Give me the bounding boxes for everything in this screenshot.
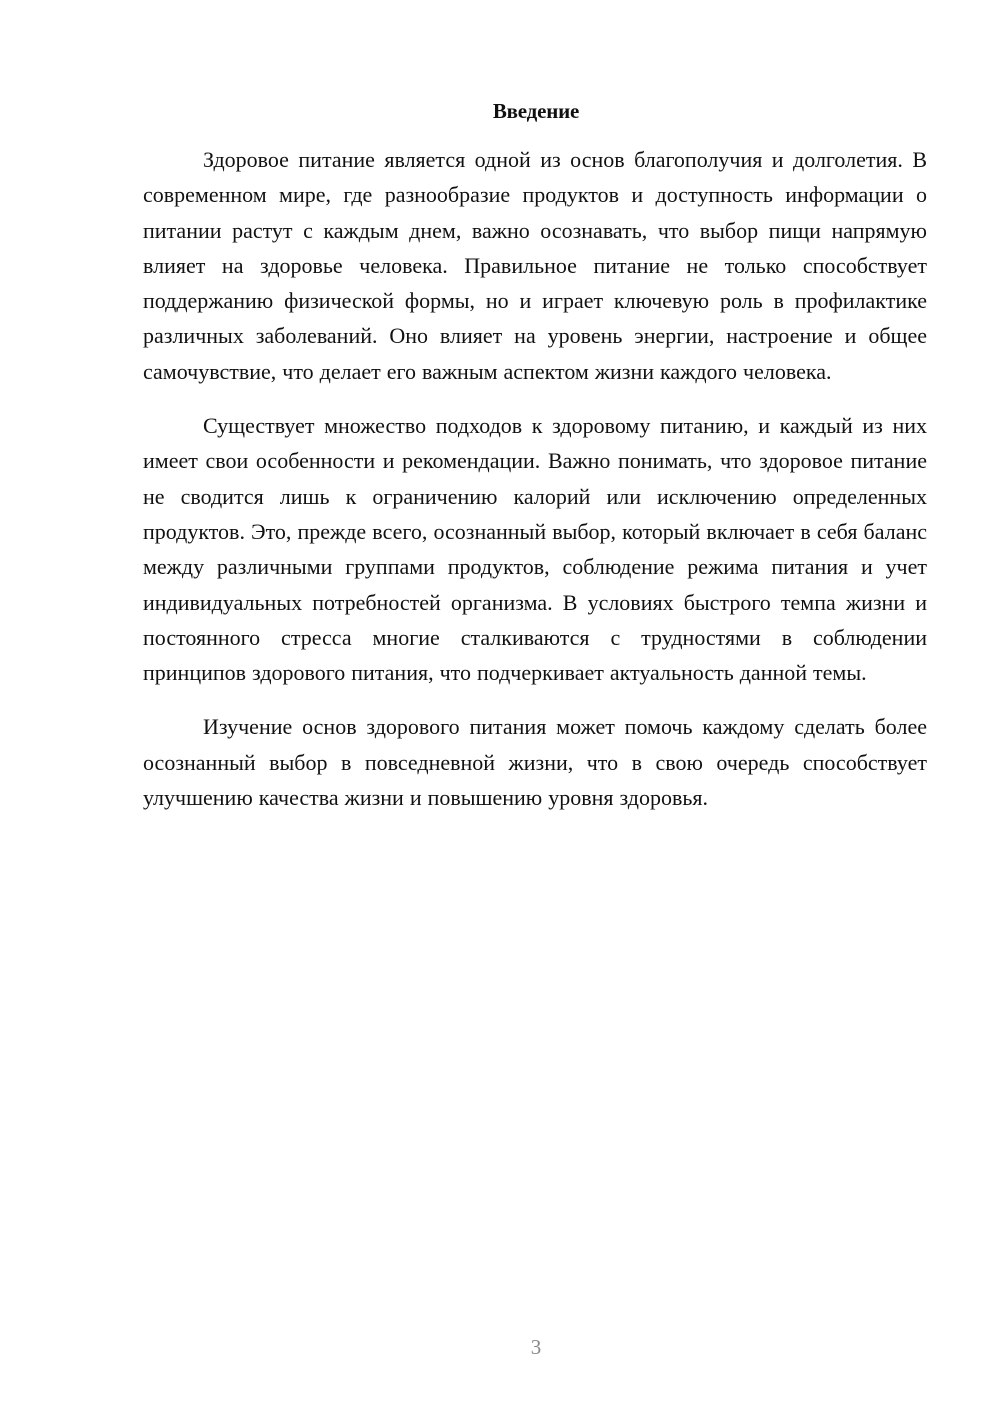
paragraph-3: Изучение основ здорового питания может помочь каждому сделать более осознанный выбор в повседневной жизни, что в свою очередь способствует улучшению качества жизни и повышению уровня здоровья. [143,714,927,811]
page-number: 3 [530,1335,542,1359]
paragraph-2: Существует множество подходов к здоровому питанию, и каждый из них имеет свои особенности и рекомендации. Важно понимать, что здоровое питание не сводится лишь к ограничению калорий или исключению определенных продуктов. Это, прежде всего, осознанный выбор, который включает в себя баланс между различными группами продуктов, соблюдение режима питания и учет индивидуальных потребностей организма. В условиях быстрого темпа жизни и постоянного стресса многие сталкиваются с трудностями в соблюдении принципов здорового питания, что подчеркивает актуальность данной темы. [143,413,927,686]
body-text [143,142,927,834]
paragraph-1: Здоровое питание является одной из основ благополучия и долголетия. В современном мире, где разнообразие продуктов и доступность информации о питании растут с каждым днем, важно осознавать, что выбор пищи напрямую влияет на здоровье человека. Правильное питание не только способствует поддержанию физической формы, но и играет ключевую роль в профилактике различных заболеваний. Оно влияет на уровень энергии, настроение и общее самочувствие, что делает его важным аспектом жизни каждого человека. [143,147,927,384]
section-heading: Введение [492,99,580,123]
